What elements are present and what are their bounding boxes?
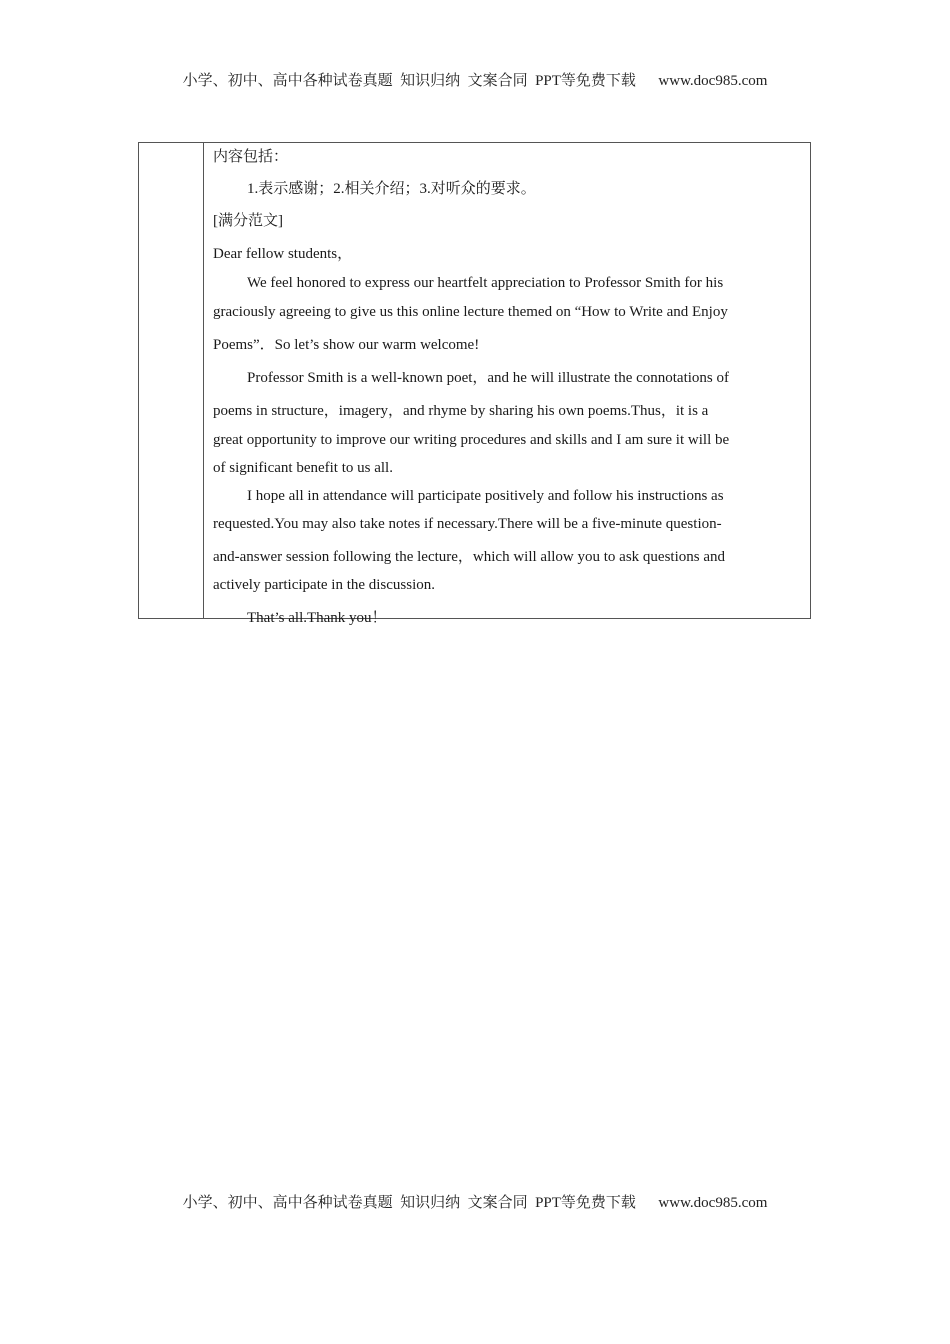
sample-label: [满分范文]	[213, 213, 283, 229]
paragraph-2-line-2: poems in structure，imagery，and rhyme by sharing his own poems.Thus，it is a	[213, 403, 709, 419]
paragraph-3-line-2: requested.You may also take notes if necessary.There will be a five-minute question-	[213, 516, 722, 532]
paragraph-3-line-1: I hope all in attendance will participate positively and follow his instructions as	[247, 488, 724, 504]
paragraph-3-line-3: and-answer session following the lecture，which will allow you to ask questions and	[213, 549, 725, 565]
paragraph-2-line-4: of significant benefit to us all.	[213, 460, 393, 476]
greeting: Dear fellow students，	[213, 246, 353, 262]
closing-line: That’s all.Thank you！	[247, 610, 387, 626]
paragraph-2-line-3: great opportunity to improve our writing procedures and skills and I am sure it will be	[213, 432, 730, 448]
paragraph-1-line-3: Poems”．So let’s show our warm welcome!	[213, 337, 480, 353]
outline-title: 内容包括：	[213, 149, 289, 165]
page-header: 小学、初中、高中各种试卷真题 知识归纳 文案合同 PPT等免费下载 www.doc985.com	[182, 73, 768, 89]
content-table	[138, 142, 811, 626]
table-content-cell	[204, 143, 810, 626]
page-footer: 小学、初中、高中各种试卷真题 知识归纳 文案合同 PPT等免费下载 www.doc985.com	[182, 1195, 768, 1211]
paragraph-3-line-4: actively participate in the discussion.	[213, 577, 436, 593]
paragraph-1-line-2: graciously agreeing to give us this online lecture themed on “How to Write and Enjoy	[213, 304, 728, 320]
paragraph-1-line-1: We feel honored to express our heartfelt appreciation to Professor Smith for his	[247, 275, 724, 291]
table-left-cell	[139, 143, 204, 618]
paragraph-2-line-1: Professor Smith is a well-known poet，and he will illustrate the connotations of	[247, 370, 730, 386]
outline-items: 1.表示感谢；2.相关介绍；3.对听众的要求。	[247, 181, 536, 197]
